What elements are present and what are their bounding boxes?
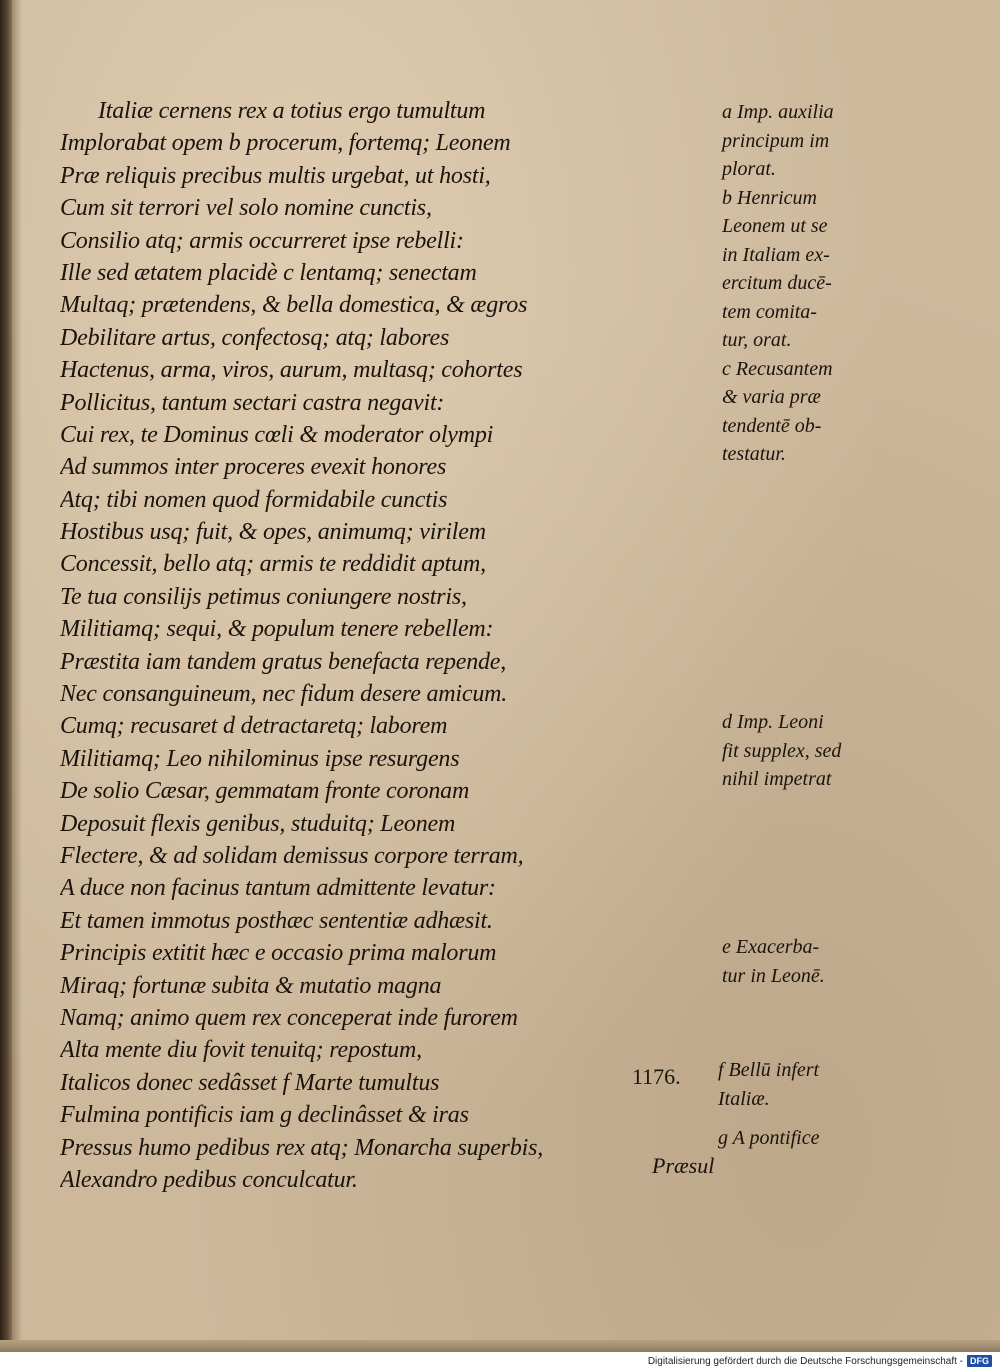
text-line: Cum sit terrori vel solo nomine cunctis,: [60, 195, 432, 222]
text-line: Pollicitus, tantum sectari castra negavit:: [60, 389, 445, 416]
text-line: Pressus humo pedibus rex atq; Monarcha superbis,: [60, 1134, 544, 1161]
text-line: A duce non facinus tantum admittente levatur:: [60, 875, 496, 902]
text-line: Cui rex, te Dominus cœli & moderator olympi: [60, 421, 494, 448]
footer-text: Digitalisierung gefördert durch die Deutsche Forschungsgemeinschaft -: [647, 1355, 963, 1367]
dfg-logo-icon: DFG: [967, 1355, 992, 1367]
text-line: Ad summos inter proceres evexit honores: [60, 454, 447, 481]
text-line: Italiæ cernens rex a totius ergo tumultum: [98, 98, 486, 124]
page-bottom-edge: [0, 1340, 1000, 1352]
text-line: Hactenus, arma, viros, aurum, multasq; cohortes: [60, 357, 523, 384]
text-line: Namq; animo quem rex conceperat inde furorem: [60, 1004, 518, 1031]
text-line: De solio Cæsar, gemmatam fronte coronam: [60, 778, 470, 805]
text-line: Implorabat opem b procerum, fortemq; Leonem: [60, 130, 511, 157]
marginal-line: plorat.: [722, 158, 776, 180]
marginal-line: tur in Leonē.: [722, 964, 825, 987]
text-line: Debilitare artus, confectosq; atq; labores: [60, 324, 450, 351]
text-line: Nec consanguineum, nec fidum desere amicum.: [60, 681, 508, 708]
marginal-line: tur, orat.: [722, 329, 792, 351]
text-line: Ille sed ætatem placidè c lentamq; senectam: [60, 259, 477, 286]
text-line: Cumq; recusaret d detractaretq; laborem: [60, 713, 448, 740]
text-line: Italicos donec sedâsset f Marte tumultus: [60, 1069, 440, 1096]
text-line: Principis extitit hæc e occasio prima malorum: [60, 940, 497, 967]
text-line: Et tamen immotus posthæc sententiæ adhæsit.: [60, 907, 493, 934]
marginal-line: g A pontifice: [718, 1127, 820, 1149]
marginal-line: c Recusantem: [722, 357, 833, 380]
text-line: Alexandro pedibus conculcatur.: [60, 1166, 358, 1193]
text-line: Militiamq; sequi, & populum tenere rebellem:: [60, 616, 494, 643]
digitization-footer: [648, 1354, 992, 1368]
marginal-line: tem comita-: [722, 300, 817, 323]
marginal-line: d Imp. Leoni: [722, 711, 824, 733]
marginal-line: b Henricum: [722, 186, 817, 209]
text-line: Militiamq; Leo nihilominus ipse resurgens: [60, 745, 460, 772]
marginal-line: nihil impetrat: [722, 768, 832, 790]
marginal-note-d: [722, 708, 882, 794]
marginal-line: Italiæ.: [718, 1087, 770, 1110]
text-line: Multaq; prætendens, & bella domestica, & ægros: [60, 292, 528, 319]
marginal-line: ercitum ducē-: [722, 272, 832, 294]
year-marker: 1176.: [632, 1064, 681, 1089]
marginal-note-abc: [722, 98, 872, 469]
marginal-line: fit supplex, sed: [722, 739, 842, 762]
marginal-line: in Italiam ex-: [722, 243, 830, 266]
marginal-note-e: [722, 933, 882, 990]
marginal-note-f: [718, 1056, 888, 1113]
marginal-line: principum im: [722, 129, 830, 152]
page-shadow: [12, 0, 22, 1352]
text-line: Miraq; fortunæ subita & mutatio magna: [60, 972, 442, 999]
text-line: Concessit, bello atq; armis te reddidit aptum,: [60, 551, 486, 578]
marginal-line: & varia præ: [722, 386, 821, 408]
text-line: Fulmina pontificis iam g declinâsset & iras: [60, 1102, 469, 1129]
marginal-line: testatur.: [722, 443, 786, 465]
text-line: Deposuit flexis genibus, studuitq; Leonem: [60, 810, 456, 837]
text-line: Hostibus usq; fuit, & opes, animumq; virilem: [60, 519, 486, 546]
text-line: Te tua consilijs petimus coniungere nostris,: [60, 583, 467, 610]
text-line: Alta mente diu fovit tenuitq; repostum,: [60, 1037, 422, 1064]
text-line: Præ reliquis precibus multis urgebat, ut hosti,: [60, 162, 491, 189]
binding-edge: [0, 0, 12, 1352]
poem-text-block: [60, 95, 620, 1196]
marginal-note-g: [718, 1124, 888, 1153]
marginal-line: Leonem ut se: [722, 215, 828, 237]
text-line: Flectere, & ad solidam demissus corpore terram,: [60, 842, 524, 869]
text-line: Consilio atq; armis occurreret ipse rebelli:: [60, 227, 464, 254]
marginal-line: f Bellū infert: [718, 1059, 820, 1081]
marginal-line: a Imp. auxilia: [722, 101, 834, 123]
marginal-line: e Exacerba-: [722, 936, 820, 958]
text-line: Atq; tibi nomen quod formidabile cunctis: [60, 486, 448, 513]
catchword: Præsul: [652, 1153, 715, 1178]
text-line: Præstita iam tandem gratus benefacta repende,: [60, 648, 507, 675]
marginal-line: tendentē ob-: [722, 414, 822, 437]
